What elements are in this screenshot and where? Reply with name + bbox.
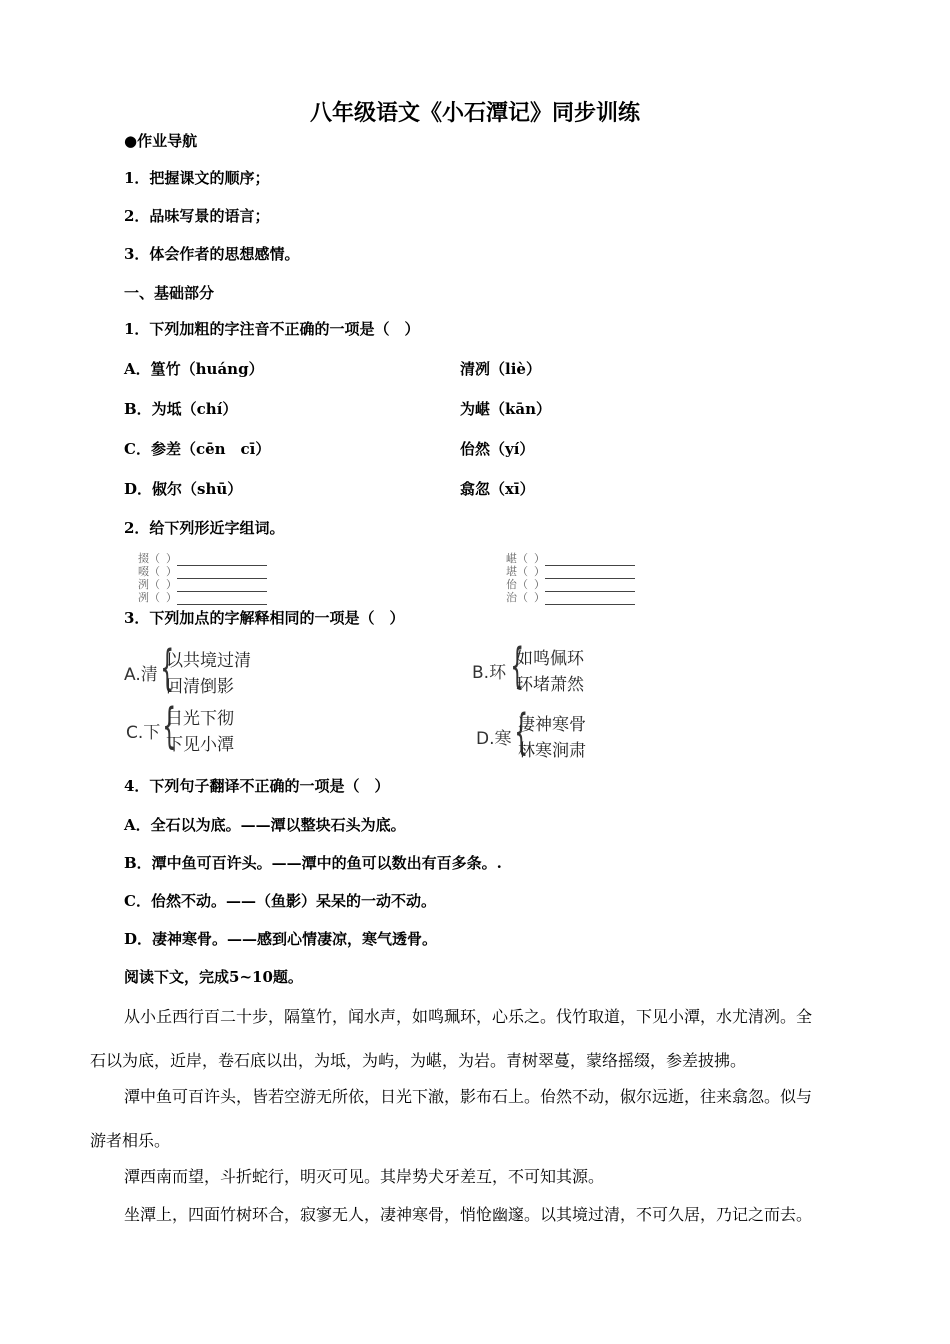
paren-close: ） (166, 591, 177, 604)
sentence-2: 下见小潭 (166, 735, 234, 755)
option-head: C.下 (126, 723, 161, 743)
q3-option-a (124, 640, 324, 697)
char-item: 冽（ (138, 591, 160, 604)
sentence-1: 如鸣佩环 (516, 649, 584, 669)
brace-icon: { (162, 698, 177, 754)
answer-blank[interactable] (545, 596, 635, 605)
q3-option-b (472, 638, 672, 695)
q1-option-c: C．参差（cēn cī） (124, 440, 271, 458)
sentence-1: 以共境过清 (166, 651, 251, 671)
paren-close: ） (534, 552, 545, 565)
brace-icon: { (510, 638, 525, 694)
sentence-2: 林寒涧肃 (518, 741, 586, 761)
nav-item: 3．体会作者的思想感情。 (124, 245, 300, 263)
brace-icon: { (160, 640, 175, 696)
char-item: 佁（ (506, 578, 528, 591)
char-item: 洌（ (138, 578, 160, 591)
paren-close: ） (534, 591, 545, 604)
sentence-2: 环堵萧然 (516, 675, 584, 695)
char-item: 堪（ (506, 565, 528, 578)
word-group-1 (138, 550, 328, 602)
option-head: B.环 (472, 663, 507, 683)
char-item: 治（ (506, 591, 528, 604)
q4-option: D．凄神寒骨。——感到心情凄凉，寒气透骨。 (124, 930, 438, 948)
option-head: A.清 (124, 665, 158, 685)
passage-line: 坐潭上，四面竹树环合，寂寥无人，凄神寒骨，悄怆幽邃。以其境过清，不可久居，乃记之而去。 (124, 1205, 813, 1224)
sentence-1: 凄神寒骨 (518, 715, 586, 735)
question-1-stem: 1．下列加粗的字注音不正确的一项是（ ） (124, 320, 420, 338)
sentence-1: 日光下彻 (166, 709, 234, 729)
answer-blank[interactable] (177, 596, 267, 605)
char-item: 嵁（ (506, 552, 528, 565)
question-4-stem: 4．下列句子翻译不正确的一项是（ ） (124, 777, 390, 795)
paren-close: ） (166, 578, 177, 591)
brace-icon: { (514, 704, 529, 760)
q4-option: C．佁然不动。——（鱼影）呆呆的一动不动。 (124, 892, 436, 910)
word-group-2 (506, 550, 696, 602)
passage-line: 潭中鱼可百许头，皆若空游无所依，日光下澈，影布石上。佁然不动，俶尔远逝，往来翕忽。似与 (124, 1087, 813, 1106)
q1-option-b-right: 为嵁（kān） (460, 400, 552, 418)
nav-item: 2．品味写景的语言； (124, 207, 270, 225)
q3-option-c (126, 698, 326, 755)
q1-option-d: D．俶尔（shū） (124, 480, 243, 498)
char-item: 啜（ (138, 565, 160, 578)
passage-line: 石以为底，近岸，卷石底以出，为坻，为屿，为嵁，为岩。青树翠蔓，蒙络摇缀，参差披拂。 (90, 1051, 747, 1070)
sentence-2: 回清倒影 (166, 677, 234, 697)
q1-option-b: B．为坻（chí） (124, 400, 238, 418)
q1-option-c-right: 佁然（yí） (460, 440, 535, 458)
question-2-stem: 2．给下列形近字组词。 (124, 519, 285, 537)
q1-option-d-right: 翕忽（xī） (460, 480, 535, 498)
char-item: 掇（ (138, 552, 160, 565)
paren-close: ） (534, 578, 545, 591)
q3-option-d (476, 704, 676, 761)
passage-line: 潭西南而望，斗折蛇行，明灭可见。其岸势犬牙差互，不可知其源。 (124, 1167, 605, 1186)
passage-line: 从小丘西行百二十步，隔篁竹，闻水声，如鸣珮环，心乐之。伐竹取道，下见小潭，水尤清冽。全 (124, 1007, 813, 1026)
nav-item: 1．把握课文的顺序； (124, 169, 270, 187)
question-3-stem: 3．下列加点的字解释相同的一项是（ ） (124, 609, 405, 627)
section-heading: 一、基础部分 (124, 284, 215, 302)
q4-option: B．潭中鱼可百许头。——潭中的鱼可以数出有百多条。. (124, 854, 502, 872)
paren-close: ） (166, 552, 177, 565)
option-head: D.寒 (476, 729, 512, 749)
nav-heading: ●作业导航 (124, 132, 198, 150)
q4-option: A．全石以为底。——潭以整块石头为底。 (124, 816, 406, 834)
reading-intro: 阅读下文，完成5~10题。 (124, 968, 303, 986)
q1-option-a: A．篁竹（huáng） (124, 360, 264, 378)
passage-line: 游者相乐。 (90, 1131, 171, 1150)
q1-option-a-right: 清冽（liè） (460, 360, 541, 378)
paren-close: ） (166, 565, 177, 578)
page-title: 八年级语文《小石潭记》同步训练 (309, 100, 640, 126)
paren-close: ） (534, 565, 545, 578)
